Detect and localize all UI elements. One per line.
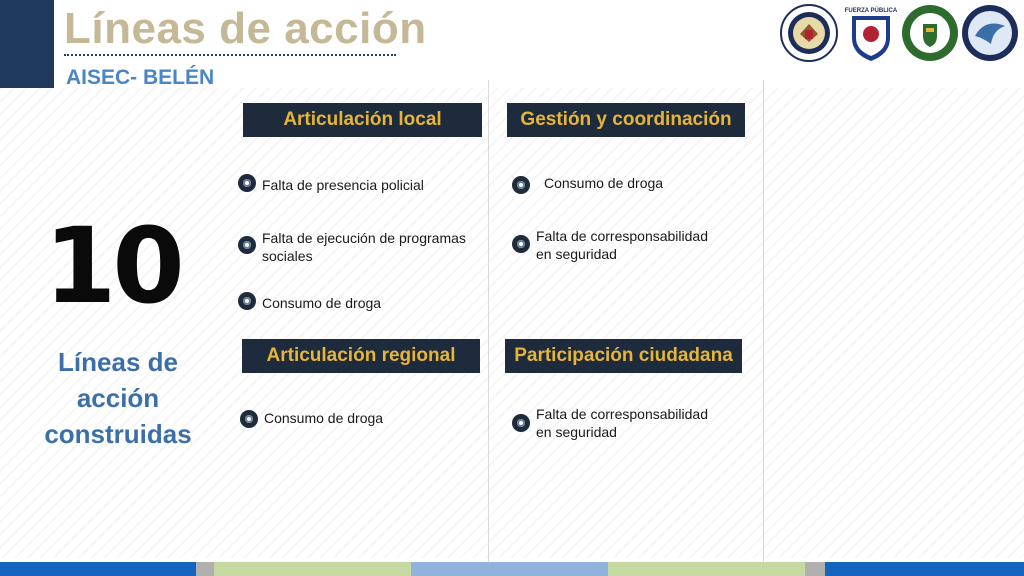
caption-line: Líneas de (58, 347, 178, 377)
list-item (238, 176, 424, 194)
footer-segment (0, 562, 196, 576)
fuerza-publica-shield-icon (842, 4, 900, 62)
footer-segment (805, 562, 825, 576)
title-dotted-underline (64, 54, 396, 56)
footer-segment (214, 562, 411, 576)
policia-shield-icon (901, 4, 959, 62)
corner-accent-block (0, 0, 54, 88)
page-subtitle: AISEC- BELÉN (66, 66, 215, 89)
lines-count: 10 (44, 205, 181, 327)
caption-line: acción (76, 383, 160, 413)
list-item (238, 294, 381, 312)
us-embassy-seal-icon (780, 4, 838, 62)
section-header-articulacion-regional: Articulación regional (242, 339, 480, 373)
list-item (512, 405, 708, 441)
logo-strip (780, 4, 1020, 66)
list-item (238, 229, 466, 265)
aisec-logo-icon (961, 4, 1019, 62)
item-text: Falta de ejecución de programas sociales (262, 230, 466, 264)
bullet-icon (238, 174, 256, 192)
column-divider-2 (763, 80, 764, 562)
svg-text:FUERZA PÚBLICA: FUERZA PÚBLICA (844, 8, 898, 14)
page-title: Líneas de acción (64, 4, 427, 53)
footer-segment (196, 562, 214, 576)
footer-segment (411, 562, 608, 576)
bullet-icon (512, 235, 530, 253)
item-text: Falta de corresponsabilidad en seguridad (536, 228, 708, 262)
item-text: Consumo de droga (264, 410, 384, 426)
bullet-icon (240, 410, 258, 428)
item-text: Falta de corresponsabilidad en seguridad (536, 406, 708, 440)
list-item (512, 227, 708, 263)
item-text: Consumo de droga (544, 175, 664, 191)
lines-caption (34, 344, 202, 452)
footer-segment (608, 562, 805, 576)
bullet-icon (238, 292, 256, 310)
bullet-icon (512, 176, 530, 194)
item-text: Falta de presencia policial (262, 177, 424, 193)
bullet-icon (238, 236, 256, 254)
bullet-icon (512, 414, 530, 432)
list-item (240, 409, 383, 428)
section-header-articulacion-local: Articulación local (243, 103, 482, 137)
list-item (512, 174, 663, 194)
column-divider-1 (488, 80, 489, 562)
item-text: Consumo de droga (262, 295, 382, 311)
section-header-participacion-ciudadana: Participación ciudadana (505, 339, 742, 373)
section-header-gestion-coordinacion: Gestión y coordinación (507, 103, 745, 137)
footer-segment (825, 562, 1024, 576)
caption-line: construidas (44, 419, 192, 449)
